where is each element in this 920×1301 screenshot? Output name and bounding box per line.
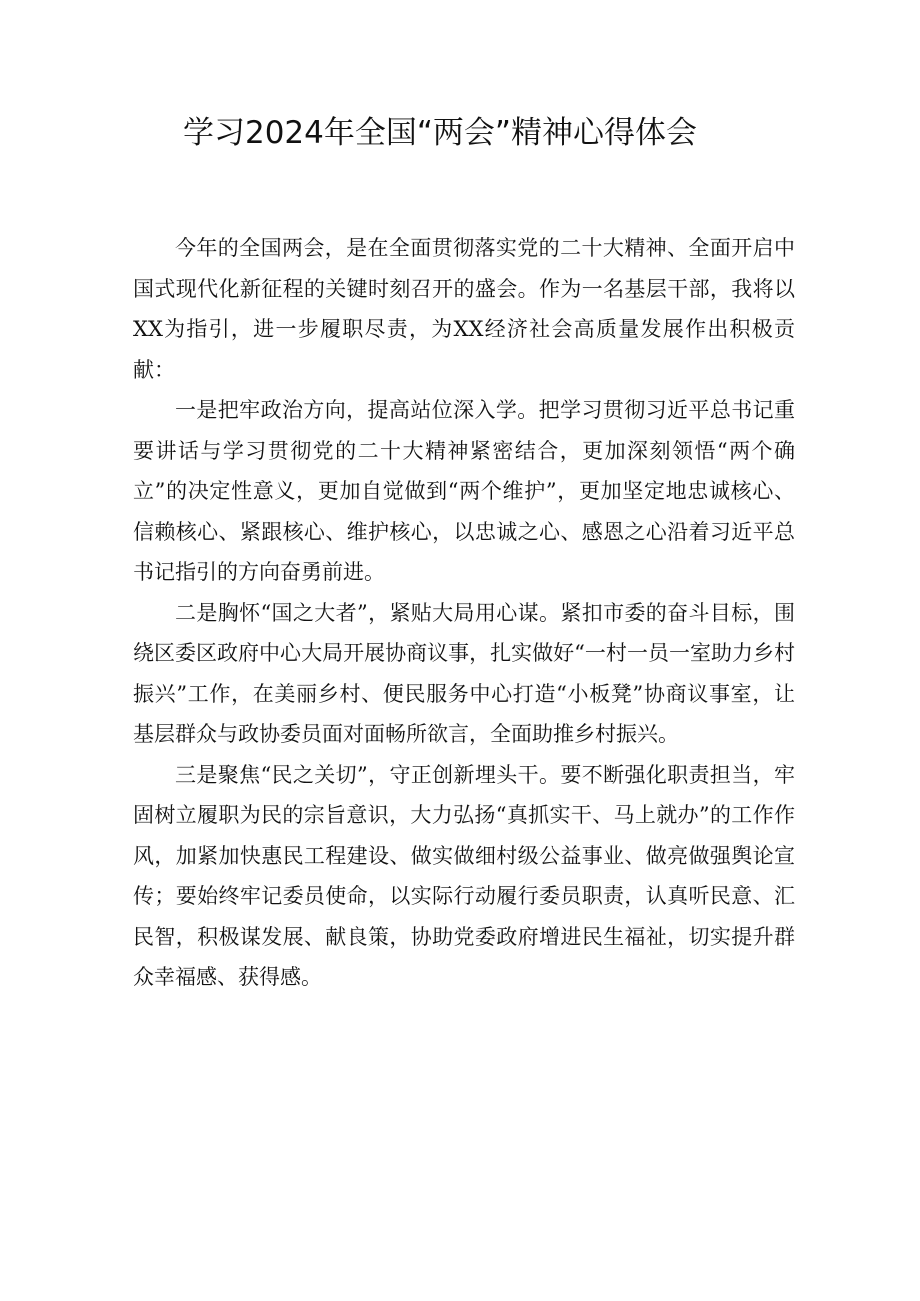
paragraph-point-one: 一是把牢政治方向，提高站位深入学。把学习贯彻习近平总书记重要讲话与学习贯彻党的二十大精神紧密结合，更加深刻领悟“两个确立”的决定性意义，更加自觉做到“两个维护”，更加坚定地忠诚核心、信赖核心、紧跟核心、维护核心，以忠诚之心、感恩之心沿着习近平总书记指引的方向奋勇前进。 <box>133 398 795 584</box>
paragraph-point-three: 三是聚焦“民之关切”，守正创新埋头干。要不断强化职责担当，牢固树立履职为民的宗旨意识，大力弘扬“真抓实干、马上就办”的工作作风，加紧加快惠民工程建设、做实做细村级公益事业、做亮做强舆论宣传；要始终牢记委员使命，以实际行动履行委员职责，认真听民意、汇民智，积极谋发展、献良策，协助党委政府增进民生福祉，切实提升群众幸福感、获得感。 <box>133 762 795 989</box>
paragraph-point-two: 二是胸怀“国之大者”，紧贴大局用心谋。紧扣市委的奋斗目标，围绕区委区政府中心大局开展协商议事，扎实做好“一村一员一室助力乡村振兴”工作，在美丽乡村、便民服务中心打造“小板凳”协商议事室，让基层群众与政协委员面对面畅所欲言，全面助推乡村振兴。 <box>133 600 795 746</box>
document-title: 学习2024年全国“两会”精神心得体会 <box>182 115 697 151</box>
paragraph-intro: 今年的全国两会，是在全面贯彻落实党的二十大精神、全面开启中国式现代化新征程的关键时刻召开的盛会。作为一名基层干部，我将以XX为指引，进一步履职尽责，为XX经济社会高质量发展作出积极贡献： <box>133 236 795 382</box>
document-body <box>133 228 795 998</box>
